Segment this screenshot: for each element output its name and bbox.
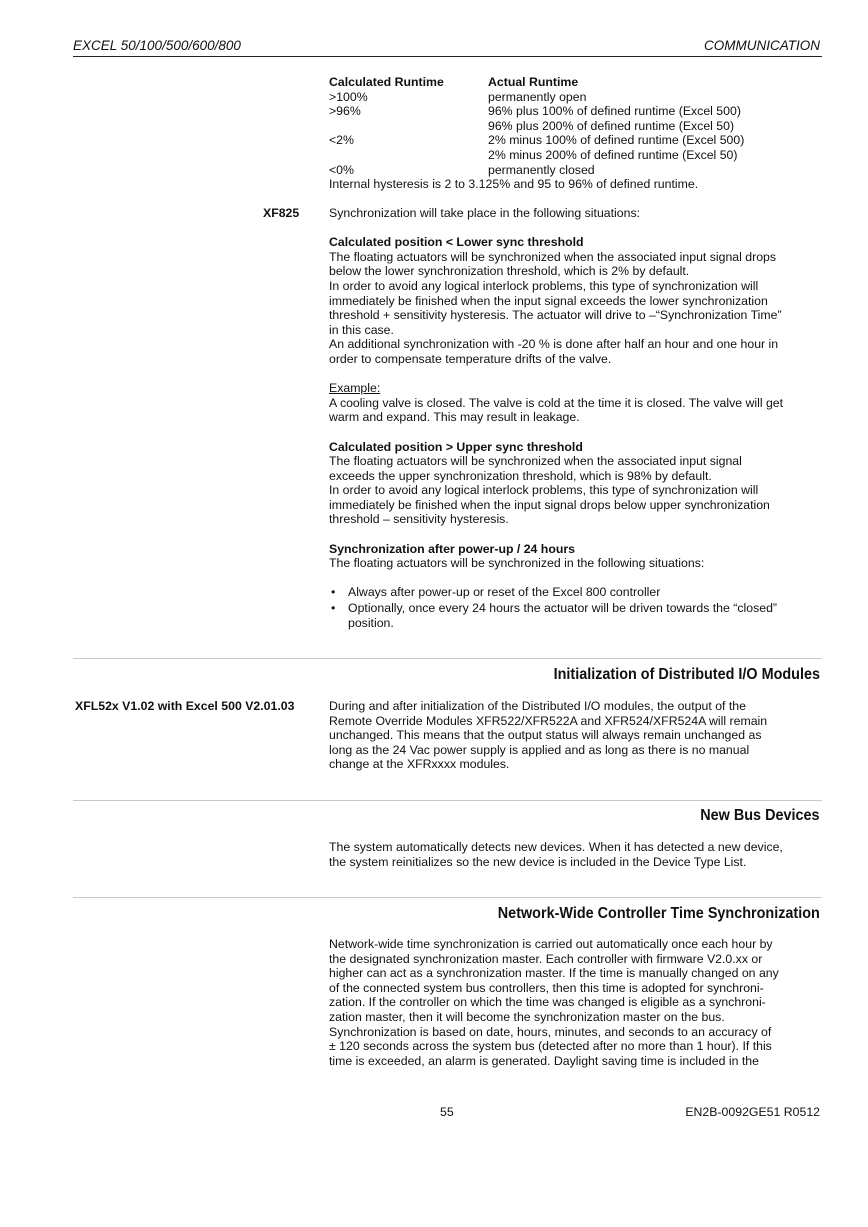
power-up-heading: Synchronization after power-up / 24 hours	[329, 541, 575, 556]
table-cell: permanently open	[488, 89, 587, 104]
text-line: order to compensate temperature drifts of the valve.	[329, 351, 612, 366]
bullet-icon: •	[331, 585, 336, 600]
text-line: warm and expand. This may result in leakage.	[329, 410, 580, 425]
text-line: Network-wide time synchronization is carried out automatically once each hour by	[329, 937, 773, 951]
section-divider	[73, 800, 822, 801]
text-line: The floating actuators will be synchronized when the associated input signal	[329, 454, 742, 469]
table-row	[329, 163, 824, 178]
upper-threshold-text	[329, 454, 824, 527]
example-text	[329, 396, 824, 425]
runtime-table-header	[329, 75, 824, 90]
text-line: Remote Override Modules XFR522/XFR522A and XFR524/XFR524A will remain	[329, 713, 768, 728]
text-line: Optionally, once every 24 hours the actuator will be driven towards the “closed”	[348, 601, 778, 616]
text-line: below the lower synchronization threshold, which is 2% by default.	[329, 264, 690, 279]
text-line: Synchronization is based on date, hours, minutes, and seconds to an accuracy of	[329, 1024, 772, 1039]
table-row	[329, 90, 824, 105]
text-line: An additional synchronization with -20 % is done after half an hour and one hour in	[329, 337, 779, 352]
header-title: EXCEL 50/100/500/600/800	[73, 38, 241, 53]
xf825-label: XF825	[263, 206, 300, 220]
time-section-title: Network-Wide Controller Time Synchronization	[497, 905, 820, 922]
power-up-text: The floating actuators will be synchronized in the following situations:	[329, 556, 705, 571]
runtime-header-calculated: Calculated Runtime	[329, 75, 444, 89]
bus-section-body	[329, 840, 824, 869]
list-item	[329, 585, 824, 600]
text-line: threshold – sensitivity hysteresis.	[329, 512, 509, 527]
hysteresis-note: Internal hysteresis is 2 to 3.125% and 95 to 96% of defined runtime.	[329, 177, 699, 192]
xf825-intro: Synchronization will take place in the following situations:	[329, 206, 641, 220]
runtime-header-actual: Actual Runtime	[488, 75, 579, 89]
table-cell: permanently closed	[488, 162, 595, 177]
header-rule	[73, 56, 822, 57]
example-label: Example:	[329, 381, 381, 396]
text-line: The system automatically detects new devices. When it has detected a new device,	[329, 840, 783, 854]
init-side-label: XFL52x V1.02 with Excel 500 V2.01.03	[75, 699, 295, 713]
text-line: The floating actuators will be synchronized when the associated input signal drops	[329, 249, 777, 264]
text-line: During and after initialization of the Distributed I/O modules, the output of the	[329, 699, 746, 713]
runtime-table	[329, 75, 824, 192]
text-line: immediately be finished when the input signal exceeds the lower synchronization	[329, 293, 768, 308]
table-cell: >100%	[329, 89, 368, 104]
text-line: in this case.	[329, 322, 394, 337]
table-cell: 2% minus 200% of defined runtime (Excel 50)	[488, 147, 738, 162]
text-line: long as the 24 Vac power supply is applied and as long as there is no manual	[329, 742, 750, 757]
bullet-icon: •	[331, 601, 336, 616]
text-line: the system reinitializes so the new device is included in the Device Type List.	[329, 854, 747, 869]
text-line: exceeds the upper synchronization threshold, which is 98% by default.	[329, 468, 712, 483]
text-line: A cooling valve is closed. The valve is cold at the time it is closed. The valve will get	[329, 395, 784, 410]
init-section-body	[329, 699, 824, 772]
text-line: threshold + sensitivity hysteresis. The actuator will drive to –“Synchronization Time”	[329, 308, 782, 323]
text-line: unchanged. This means that the output status will always remain unchanged as	[329, 728, 762, 743]
text-line: of the connected system bus controllers, then this time is adopted for synchroni-	[329, 980, 764, 995]
text-line: higher can act as a synchronization master. If the time is manually changed on any	[329, 966, 779, 981]
text-line: the designated synchronization master. Each controller with firmware V2.0.xx or	[329, 951, 763, 966]
section-divider	[73, 658, 822, 659]
text-line: zation master, then it will become the synchronization master on the bus.	[329, 1009, 725, 1024]
document-code: EN2B-0092GE51 R0512	[685, 1105, 820, 1119]
table-cell: 96% plus 200% of defined runtime (Excel 50)	[488, 118, 735, 133]
text-line: In order to avoid any logical interlock problems, this type of synchronization will	[329, 483, 759, 498]
page-number: 55	[440, 1105, 454, 1119]
bus-section-title: New Bus Devices	[700, 807, 820, 824]
time-section-body	[329, 937, 824, 1068]
lower-threshold-heading: Calculated position < Lower sync threshold	[329, 235, 584, 250]
table-cell: <0%	[329, 162, 354, 177]
table-row	[329, 119, 824, 134]
lower-threshold-text	[329, 250, 824, 367]
table-cell: 96% plus 100% of defined runtime (Excel 500)	[488, 104, 741, 119]
table-cell: 2% minus 100% of defined runtime (Excel 500)	[488, 133, 745, 148]
table-cell: <2%	[329, 133, 354, 148]
list-item	[329, 601, 824, 630]
text-line: time is exceeded, an alarm is generated. Daylight saving time is included in the	[329, 1053, 759, 1068]
header-section: COMMUNICATION	[704, 38, 820, 53]
table-cell	[329, 119, 488, 134]
text-line: ± 120 seconds across the system bus (detected after no more than 1 hour). If this	[329, 1039, 772, 1054]
text-line: zation. If the controller on which the time was changed is eligible as a synchroni-	[329, 995, 766, 1010]
table-row	[329, 148, 824, 163]
xf825-section	[329, 206, 824, 631]
sync-bullet-list	[329, 585, 824, 630]
table-cell	[329, 148, 488, 163]
text-line: position.	[348, 615, 394, 630]
table-cell: >96%	[329, 104, 361, 119]
text-line: immediately be finished when the input signal drops below upper synchronization	[329, 497, 770, 512]
text-line: change at the XFRxxxx modules.	[329, 757, 510, 772]
text-line: In order to avoid any logical interlock problems, this type of synchronization will	[329, 278, 759, 293]
upper-threshold-heading: Calculated position > Upper sync threshold	[329, 439, 583, 454]
text-line: Always after power-up or reset of the Excel 800 controller	[348, 585, 661, 600]
table-row	[329, 133, 824, 148]
init-section-title: Initialization of Distributed I/O Modules	[553, 666, 820, 683]
section-divider	[73, 897, 822, 898]
table-row	[329, 104, 824, 119]
